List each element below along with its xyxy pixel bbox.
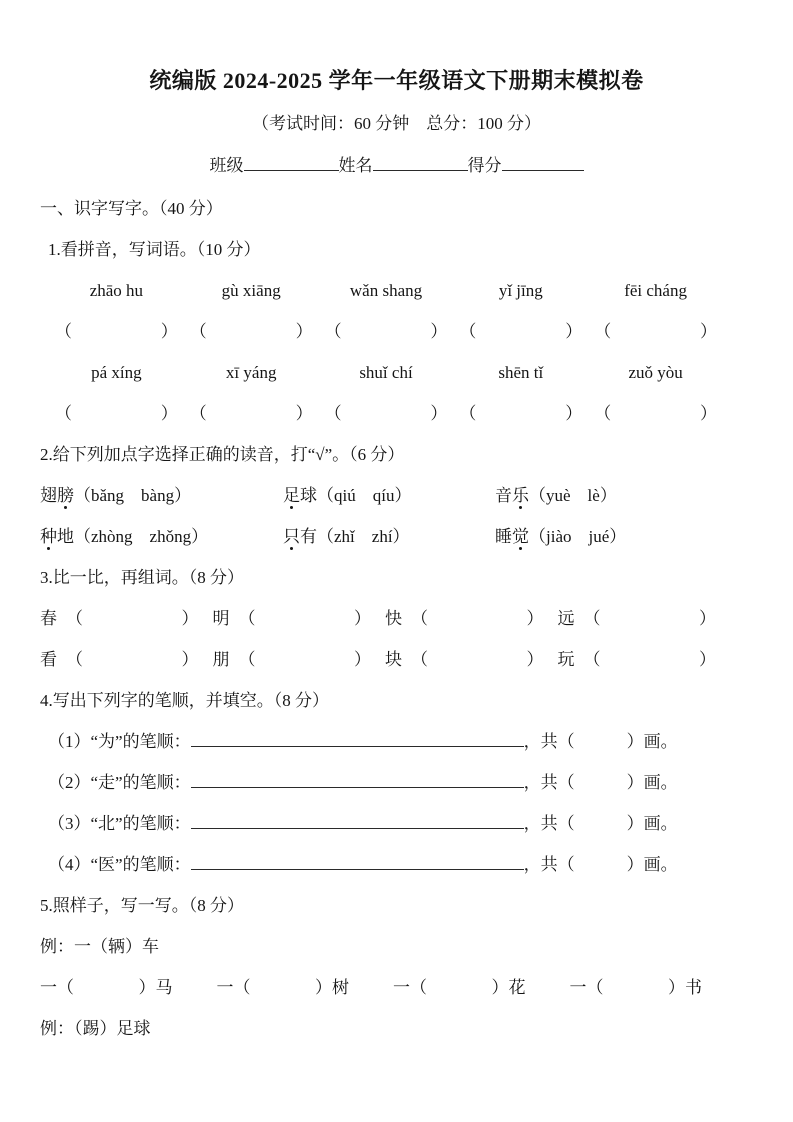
answer-gap [256, 606, 355, 632]
open-paren: （ [324, 404, 342, 423]
compare-char: 玩 [557, 650, 575, 669]
exam-info: （考试时间：60 分钟 总分：100 分） [252, 114, 541, 133]
answer-parens [55, 401, 178, 427]
close-paren: ） [295, 322, 313, 341]
answer-parens [325, 401, 448, 427]
page-title: 统编版 2024-2025 学年一年级语文下册期末模拟卷 [149, 68, 644, 93]
open-paren: （ [459, 404, 477, 423]
dotted-char: 种 [40, 527, 57, 546]
close-paren: ） [699, 609, 716, 628]
q5-title: 5.照样子，写一写。（8 分） [40, 896, 244, 915]
total-suffix: ）画。 [626, 773, 678, 792]
answer-parens [459, 319, 582, 345]
answer-gap [427, 975, 492, 1001]
open-paren: （ [238, 609, 256, 628]
answer-gap [601, 606, 700, 632]
open-paren: （ [55, 322, 72, 341]
stroke-order-label: （2）“走”的笔顺： [48, 773, 191, 792]
item-prefix: 一（ [40, 978, 74, 997]
name-label: 姓名 [338, 156, 373, 175]
compare-char: 远 [557, 609, 575, 628]
phonetic-choice-item [495, 524, 626, 550]
measure-word-item [217, 975, 350, 1001]
compare-item [213, 647, 372, 673]
item-prefix: 一（ [569, 978, 604, 997]
close-paren: ） [526, 650, 544, 669]
pinyin-item: wǎn shang [349, 281, 423, 300]
answer-blank-line [191, 815, 524, 829]
measure-word-item [570, 975, 703, 1001]
open-paren: （ [583, 609, 601, 628]
answer-blank-line [191, 774, 524, 788]
open-paren: （ [459, 322, 477, 341]
pinyin-item: yǐ jīng [498, 281, 543, 300]
pinyin-item: shēn tǐ [498, 363, 544, 382]
close-paren: ） [181, 650, 199, 669]
dotted-char: 只 [283, 527, 300, 546]
total-prefix: ，共（ [523, 814, 575, 833]
stroke-order-label: （1）“为”的笔顺： [48, 732, 191, 751]
q1-pinyin-row-2 [55, 360, 717, 386]
measure-word-item [393, 975, 526, 1001]
open-paren: （ [238, 650, 256, 669]
compare-item [385, 606, 544, 632]
stroke-order-item [48, 770, 753, 796]
answer-gap [256, 647, 355, 673]
total-prefix: ，共（ [523, 773, 575, 792]
compare-char: 朋 [212, 650, 230, 669]
stroke-order-item [48, 729, 753, 755]
q1-title: 1.看拼音，写词语。（10 分） [48, 240, 261, 259]
close-paren: ） [430, 404, 448, 423]
phonetic-choice-item [283, 483, 495, 509]
open-paren: （ [55, 404, 72, 423]
q1-answer-row-2 [55, 401, 717, 427]
open-paren: （ [594, 322, 612, 341]
compare-char: 春 [40, 609, 57, 628]
q1-pinyin-row-1 [55, 278, 717, 304]
total-suffix: ）画。 [626, 855, 678, 874]
score-label: 得分 [467, 156, 502, 175]
total-prefix: ，共（ [523, 732, 575, 751]
q3-title: 3.比一比，再组词。（8 分） [40, 568, 244, 587]
q2-row-2 [40, 524, 753, 550]
open-paren: （ [66, 650, 83, 669]
close-paren: ） [565, 404, 583, 423]
q2-row-1 [40, 483, 753, 509]
close-paren: ） [565, 322, 583, 341]
compare-item [558, 606, 717, 632]
q2-title: 2.给下列加点字选择正确的读音，打“√”。（6 分） [40, 445, 405, 464]
close-paren: ） [526, 609, 544, 628]
item-suffix: ）花 [491, 978, 526, 997]
item-suffix: ）树 [315, 978, 349, 997]
answer-blank-line [191, 856, 524, 870]
close-paren: ） [160, 322, 178, 341]
answer-gap [604, 975, 669, 1001]
class-label: 班级 [209, 156, 244, 175]
compare-char: 快 [385, 609, 402, 628]
open-paren: （ [189, 322, 207, 341]
word-part: 有（zhǐ zhí） [300, 527, 410, 546]
pinyin-item: zuǒ yòu [628, 363, 683, 382]
close-paren: ） [160, 404, 178, 423]
answer-gap [428, 647, 527, 673]
answer-parens [459, 401, 582, 427]
answer-parens [190, 401, 313, 427]
close-paren: ） [699, 404, 717, 423]
close-paren: ） [699, 322, 717, 341]
word-part: （bǎng bàng） [74, 486, 192, 505]
word-part: （yuè lè） [529, 486, 617, 505]
compare-item [40, 647, 199, 673]
section1-heading: 一、识字写字。（40 分） [40, 199, 223, 218]
compare-item [40, 606, 199, 632]
stroke-order-item [48, 811, 753, 837]
total-prefix: ，共（ [523, 855, 575, 874]
item-prefix: 一（ [393, 978, 427, 997]
open-paren: （ [66, 609, 83, 628]
answer-parens [594, 401, 717, 427]
q4-title: 4.写出下列字的笔顺，并填空。（8 分） [40, 691, 329, 710]
compare-item [385, 647, 544, 673]
pinyin-item: xī yáng [225, 363, 277, 382]
open-paren: （ [411, 650, 428, 669]
class-blank [244, 157, 339, 171]
answer-parens [325, 319, 448, 345]
open-paren: （ [583, 650, 601, 669]
close-paren: ） [181, 609, 199, 628]
close-paren: ） [354, 609, 371, 628]
dotted-char: 足 [283, 486, 300, 505]
pinyin-item: fēi cháng [624, 281, 687, 300]
dotted-char: 膀 [57, 486, 74, 505]
item-suffix: ）书 [668, 978, 702, 997]
answer-gap [251, 975, 316, 1001]
q5-example-1: 例：一（辆）车 [40, 937, 159, 956]
pinyin-item: pá xíng [91, 363, 142, 382]
open-paren: （ [594, 404, 612, 423]
close-paren: ） [295, 404, 313, 423]
answer-gap [83, 606, 182, 632]
q3-row-2 [40, 647, 716, 673]
word-part: 翅 [40, 486, 57, 505]
student-info-line [40, 154, 753, 178]
open-paren: （ [189, 404, 207, 423]
word-part: （jiào jué） [529, 527, 627, 546]
pinyin-item: shuǐ chí [359, 363, 413, 382]
word-part: 地（zhòng zhǒng） [57, 527, 209, 546]
item-prefix: 一（ [216, 978, 251, 997]
q3-row-1 [40, 606, 716, 632]
word-part: 睡 [495, 527, 512, 546]
close-paren: ） [699, 650, 716, 669]
compare-char: 明 [212, 609, 230, 628]
dotted-char: 乐 [512, 486, 529, 505]
phonetic-choice-item [40, 524, 283, 550]
stroke-order-label: （3）“北”的笔顺： [48, 814, 191, 833]
answer-gap [428, 606, 527, 632]
answer-parens [190, 319, 313, 345]
pinyin-item: gù xiāng [221, 281, 281, 300]
measure-word-item [40, 975, 173, 1001]
name-blank [373, 157, 468, 171]
word-part: 音 [495, 486, 512, 505]
score-blank [502, 157, 584, 171]
word-part: 球（qiú qíu） [300, 486, 412, 505]
compare-char: 块 [385, 650, 402, 669]
answer-parens [594, 319, 717, 345]
compare-char: 看 [40, 650, 57, 669]
answer-blank-line [191, 733, 524, 747]
compare-item [558, 647, 717, 673]
total-suffix: ）画。 [626, 732, 678, 751]
stroke-order-item [48, 852, 753, 878]
phonetic-choice-item [495, 483, 617, 509]
open-paren: （ [324, 322, 342, 341]
close-paren: ） [430, 322, 448, 341]
stroke-order-label: （4）“医”的笔顺： [48, 855, 191, 874]
phonetic-choice-item [283, 524, 495, 550]
phonetic-choice-item [40, 483, 283, 509]
q5-example-2: 例：（踢）足球 [40, 1019, 151, 1038]
answer-parens [55, 319, 178, 345]
close-paren: ） [354, 650, 371, 669]
q1-answer-row-1 [55, 319, 717, 345]
q5-answer-row [40, 975, 702, 1001]
answer-gap [74, 975, 139, 1001]
answer-gap [601, 647, 700, 673]
compare-item [213, 606, 372, 632]
pinyin-item: zhāo hu [89, 281, 144, 300]
open-paren: （ [411, 609, 428, 628]
total-suffix: ）画。 [626, 814, 678, 833]
dotted-char: 觉 [512, 527, 529, 546]
answer-gap [83, 647, 182, 673]
item-suffix: ）马 [138, 978, 173, 997]
